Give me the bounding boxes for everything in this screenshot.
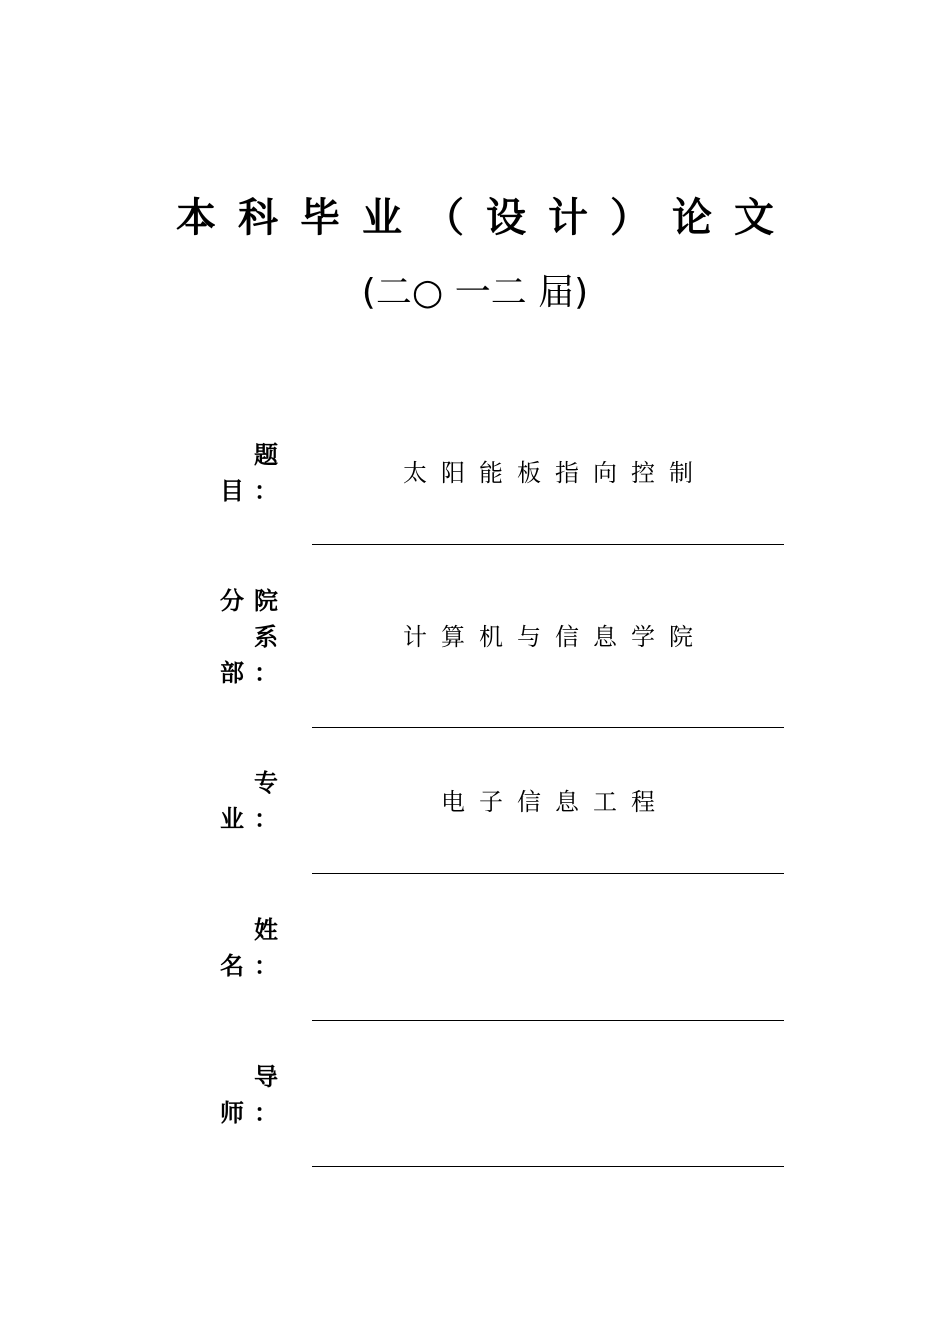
department-underline [312,727,784,728]
major-label: 专业： [220,769,288,833]
advisor-label: 导师： [220,1063,288,1127]
advisor-underline [312,1166,784,1167]
topic-underline [312,544,784,545]
document-title: 本科毕业（设计）论文 [176,195,796,241]
graduation-year: (二○ 一二 届) [361,272,589,313]
name-underline [312,1020,784,1021]
topic-value: 太阳能板指向控制 [403,459,707,487]
department-value: 计算机与信息学院 [403,623,707,651]
major-value: 电子信息工程 [441,788,669,816]
department-label: 分院系部： [220,587,288,687]
topic-label: 题目： [220,441,288,505]
name-label: 姓名： [220,916,288,980]
major-underline [312,873,784,874]
